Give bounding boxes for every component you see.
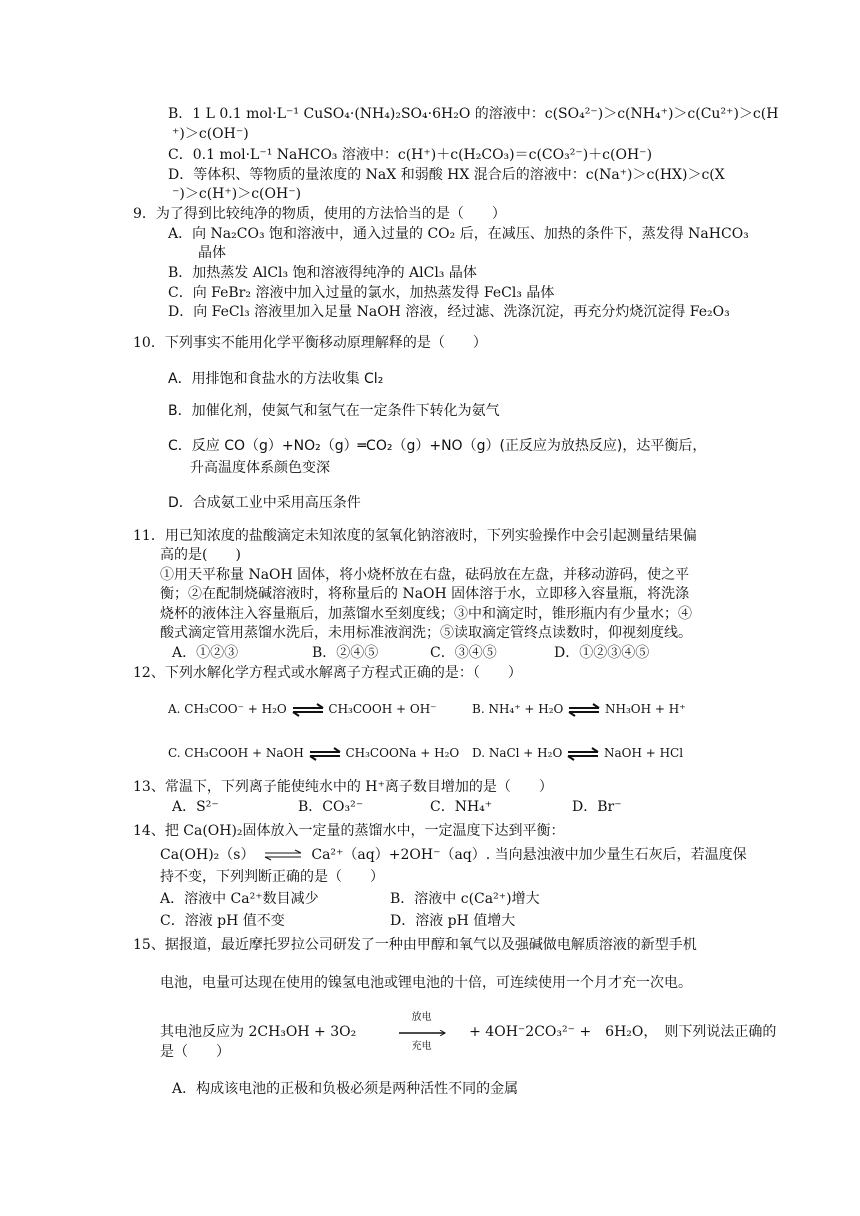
q11-option-c: C．③④⑤: [430, 645, 497, 661]
q15-stem-line1: 15、据报道，最近摩托罗拉公司研发了一种由甲醇和氧气以及强碱做电解质溶液的新型手机: [133, 937, 697, 953]
equilibrium-arrow-icon: [291, 703, 325, 717]
q12-d-products: NaOH + HCl: [603, 746, 684, 760]
q12-option-d: [472, 744, 683, 762]
q11-stem-line2: 高的是( ): [160, 547, 241, 563]
q10-option-b: B．加催化剂，使氮气和氢气在一定条件下转化为氨气: [168, 403, 500, 419]
q13-option-a: A．S²⁻: [172, 799, 219, 815]
q13-stem: 13、常温下，下列离子能使纯水中的 H⁺离子数目增加的是（ ）: [133, 779, 553, 795]
q14-eq-products: Ca²⁺（aq）+2OH⁻（aq）. 当向悬浊液中加少量生石灰后，若温度保: [311, 847, 747, 863]
double-arrow-icon: [397, 1030, 447, 1036]
q11-ops-line1: ①用天平称量 NaOH 固体，将小烧杯放在右盘，砝码放在左盘，并移动游码，使之平: [160, 567, 690, 583]
q11-option-b: B．②④⑤: [312, 645, 379, 661]
q12-stem: 12、下列水解化学方程式或水解离子方程式正确的是：（ ）: [133, 665, 522, 681]
q14-stem: 14、把 Ca(OH)₂固体放入一定量的蒸馏水中，一定温度下达到平衡：: [133, 823, 565, 839]
discharge-label: 放电: [411, 1012, 432, 1023]
q14-option-c: C．溶液 pH 值不变: [160, 913, 285, 929]
q11-ops-line3: 烧杯的液体注入容量瓶后，加蒸馏水至刻度线；③中和滴定时，锥形瓶内有少量水；④: [160, 606, 692, 622]
q14-eq-reactant: Ca(OH)₂（s）: [160, 847, 255, 863]
q9-option-d: D．向 FeCl₃ 溶液里加入足量 NaOH 溶液，经过滤、洗涤沉淀，再充分灼烧沉淀得 Fe₂O₃: [168, 304, 730, 320]
q8-option-c: C．0.1 mol·L⁻¹ NaHCO₃ 溶液中：c(H⁺)＋c(H₂CO₃)＝c(CO₃²⁻)＋c(OH⁻): [168, 147, 653, 163]
q13-option-b: B．CO₃²⁻: [298, 799, 364, 815]
q10-option-c-line1: C．反应 CO（g）+NO₂（g）═CO₂（g）+NO（g）(正反应为放热反应)，达平衡后，: [168, 438, 707, 454]
q14-option-b: B．溶液中 c(Ca²⁺)增大: [390, 891, 540, 907]
q13-option-d: D．Br⁻: [572, 799, 622, 815]
q10-option-c-line2: 升高温度体系颜色变深: [190, 460, 330, 476]
q15-stem-line2: 电池，电量可达现在使用的镍氢电池或锂电池的十倍，可连续使用一个月才充一次电。: [160, 975, 692, 991]
q9-stem: 9．为了得到比较纯净的物质，使用的方法恰当的是（ ）: [133, 206, 506, 222]
q8-option-b-line2: ⁺)＞c(OH⁻): [172, 126, 249, 142]
q9-option-b: B．加热蒸发 AlCl₃ 饱和溶液得纯净的 AlCl₃ 晶体: [168, 265, 477, 281]
q10-stem: 10．下列事实不能用化学平衡移动原理解释的是（ ）: [133, 335, 487, 351]
q11-option-a: A．①②③: [172, 645, 239, 661]
q12-option-a: [168, 700, 437, 718]
q11-option-d: D．①②③④⑤: [554, 645, 650, 661]
q8-option-d-line2: ⁻)＞c(H⁺)＞c(OH⁻): [172, 186, 302, 202]
reversible-arrow-icon: [263, 849, 303, 861]
q15-eq-products: + 4OH⁻2CO₃²⁻ + 6H₂O， 则下列说法正确的: [469, 1024, 777, 1040]
q9-option-a-line2: 晶体: [198, 245, 226, 261]
q12-a-products: CH₃COOH + OH⁻: [328, 702, 437, 716]
q12-c-products: CH₃COONa + H₂O: [345, 746, 460, 760]
q15-eq-reactants: 其电池反应为 2CH₃OH + 3O₂: [160, 1024, 357, 1040]
q11-ops-line4: 酸式滴定管用蒸馏水洗后，未用标准液润洗；⑤读取滴定管终点读数时，仰视刻度线。: [160, 625, 692, 641]
equilibrium-arrow-icon: [566, 747, 600, 761]
q9-option-c: C．向 FeBr₂ 溶液中加入过量的氯水，加热蒸发得 FeCl₃ 晶体: [168, 285, 555, 301]
q11-ops-line2: 衡；②在配制烧碱溶液时，将称量后的 NaOH 固体溶于水，立即移入容量瓶，将洗涤: [160, 586, 690, 602]
q14-option-d: D．溶液 pH 值增大: [390, 913, 516, 929]
q12-d-reactants: D. NaCl + H₂O: [472, 746, 563, 760]
q11-stem-line1: 11．用已知浓度的盐酸滴定未知浓度的氢氧化钠溶液时，下列实验操作中会引起测量结果偏: [133, 528, 697, 544]
q8-option-d-line1: D．等体积、等物质的量浓度的 NaX 和弱酸 HX 混合后的溶液中：c(Na⁺)＞c(HX)＞c(X: [168, 167, 725, 183]
q12-b-reactants: B. NH₄⁺ + H₂O: [472, 702, 564, 716]
q14-equation-line: [160, 846, 747, 864]
q12-option-c: [168, 744, 459, 762]
q13-option-c: C．NH₄⁺: [430, 799, 493, 815]
q12-a-reactants: A. CH₃COO⁻ + H₂O: [168, 702, 287, 716]
q12-option-b: [472, 700, 686, 718]
q10-option-d: D．合成氨工业中采用高压条件: [168, 495, 361, 511]
q14-option-a: A．溶液中 Ca²⁺数目减少: [160, 891, 319, 907]
q15-equation-line: [160, 1012, 776, 1052]
q12-b-products: NH₃OH + H⁺: [605, 702, 686, 716]
q15-reaction-arrow: [397, 1012, 447, 1052]
q9-option-a-line1: A．向 Na₂CO₃ 饱和溶液中，通入过量的 CO₂ 后，在减压、加热的条件下，蒸发得 NaHCO₃: [168, 226, 749, 242]
q15-option-a: A．构成该电池的正极和负极必须是两种活性不同的金属: [172, 1081, 519, 1097]
equilibrium-arrow-icon: [308, 747, 342, 761]
q15-stem-line4: 是（ ）: [160, 1044, 230, 1060]
q14-stem-line3: 持不变，下列判断正确的是（ ）: [160, 869, 384, 885]
q10-option-a: A．用排饱和食盐水的方法收集 Cl₂: [168, 371, 384, 387]
equilibrium-arrow-icon: [567, 703, 601, 717]
charge-label: 充电: [411, 1041, 432, 1052]
q8-option-b-line1: B．1 L 0.1 mol·L⁻¹ CuSO₄·(NH₄)₂SO₄·6H₂O 的溶液中：c(SO₄²⁻)＞c(NH₄⁺)＞c(Cu²⁺)＞c(H: [168, 106, 779, 122]
q12-c-reactants: C. CH₃COOH + NaOH: [168, 746, 304, 760]
